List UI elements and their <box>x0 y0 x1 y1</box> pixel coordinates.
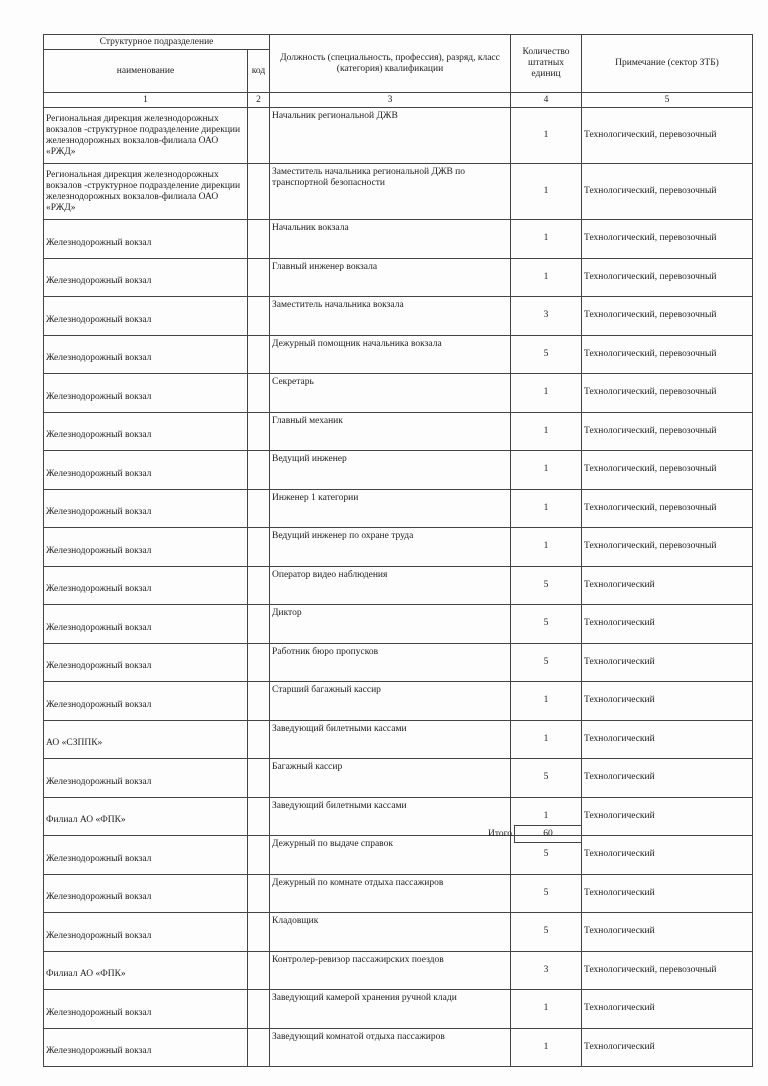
position-cell: Ведущий инженер <box>270 451 511 490</box>
quantity-cell: 5 <box>511 874 582 913</box>
position-cell: Заведующий билетными кассами <box>270 720 511 759</box>
table-row <box>44 836 753 875</box>
note-cell: Технологический <box>582 990 753 1029</box>
note-cell: Технологический <box>582 797 753 836</box>
position-cell: Оператор видео наблюдения <box>270 566 511 605</box>
position-cell: Начальник вокзала <box>270 220 511 259</box>
table-row <box>44 759 753 798</box>
code-cell <box>248 108 270 164</box>
code-cell <box>248 836 270 875</box>
position-cell: Заведующий камерой хранения ручной клади <box>270 990 511 1029</box>
unit-name-cell: Железнодорожный вокзал <box>44 682 248 721</box>
note-cell: Технологический <box>582 759 753 798</box>
col-number: 1 <box>44 93 248 108</box>
unit-name-cell: Железнодорожный вокзал <box>44 913 248 952</box>
total-label: Итого <box>487 829 512 839</box>
code-cell <box>248 874 270 913</box>
quantity-cell: 5 <box>511 566 582 605</box>
quantity-cell: 5 <box>511 836 582 875</box>
code-header: код <box>248 50 270 93</box>
unit-name-cell: Железнодорожный вокзал <box>44 836 248 875</box>
table-row <box>44 682 753 721</box>
unit-name-cell: Железнодорожный вокзал <box>44 220 248 259</box>
note-cell: Технологический, перевозочный <box>582 374 753 413</box>
note-cell: Технологический, перевозочный <box>582 951 753 990</box>
table-row <box>44 451 753 490</box>
name-header: наименование <box>44 50 248 93</box>
position-cell: Дежурный по выдаче справок <box>270 836 511 875</box>
note-cell: Технологический, перевозочный <box>582 108 753 164</box>
table-row <box>44 913 753 952</box>
table-row <box>44 164 753 220</box>
note-cell: Технологический, перевозочный <box>582 528 753 567</box>
col-number: 3 <box>270 93 511 108</box>
note-cell: Технологический, перевозочный <box>582 451 753 490</box>
quantity-cell: 1 <box>511 220 582 259</box>
unit-name-cell: Железнодорожный вокзал <box>44 412 248 451</box>
position-cell: Дежурный помощник начальника вокзала <box>270 335 511 374</box>
note-cell: Технологический <box>582 1028 753 1067</box>
quantity-cell: 1 <box>511 258 582 297</box>
code-cell <box>248 451 270 490</box>
quantity-cell: 1 <box>511 1028 582 1067</box>
position-cell: Заместитель начальника региональной ДЖВ по транспортной безопасности <box>270 164 511 220</box>
unit-name-cell: Железнодорожный вокзал <box>44 297 248 336</box>
table-row <box>44 412 753 451</box>
note-cell: Технологический, перевозочный <box>582 335 753 374</box>
position-cell: Секретарь <box>270 374 511 413</box>
table-row <box>44 874 753 913</box>
quantity-header: Количество штатных единиц <box>511 35 582 93</box>
table-row <box>44 374 753 413</box>
note-cell: Технологический, перевозочный <box>582 297 753 336</box>
unit-name-cell: Филиал АО «ФПК» <box>44 797 248 836</box>
quantity-cell: 1 <box>511 528 582 567</box>
code-cell <box>248 566 270 605</box>
quantity-cell: 5 <box>511 335 582 374</box>
unit-name-cell: Железнодорожный вокзал <box>44 374 248 413</box>
table-row <box>44 528 753 567</box>
note-cell: Технологический, перевозочный <box>582 489 753 528</box>
position-cell: Работник бюро пропусков <box>270 643 511 682</box>
code-cell <box>248 990 270 1029</box>
position-cell: Заместитель начальника вокзала <box>270 297 511 336</box>
unit-name-cell: Филиал АО «ФПК» <box>44 951 248 990</box>
unit-name-cell: Железнодорожный вокзал <box>44 566 248 605</box>
table-row <box>44 797 753 836</box>
code-cell <box>248 913 270 952</box>
unit-name-cell: Железнодорожный вокзал <box>44 643 248 682</box>
table-row <box>44 1028 753 1067</box>
total-line <box>462 825 582 843</box>
quantity-cell: 1 <box>511 797 582 836</box>
unit-name-cell: Железнодорожный вокзал <box>44 451 248 490</box>
note-cell: Технологический <box>582 566 753 605</box>
table-row <box>44 951 753 990</box>
table-row <box>44 566 753 605</box>
code-cell <box>248 682 270 721</box>
unit-name-cell: Региональная дирекция железнодорожных вокзалов -структурное подразделение дирекции железнодорожных вокзалов-филиала ОАО «РЖД» <box>44 108 248 164</box>
position-cell: Контролер-ревизор пассажирских поездов <box>270 951 511 990</box>
code-cell <box>248 297 270 336</box>
quantity-cell: 1 <box>511 108 582 164</box>
note-cell: Технологический <box>582 913 753 952</box>
unit-name-cell: АО «СЗППК» <box>44 720 248 759</box>
code-cell <box>248 1028 270 1067</box>
code-cell <box>248 489 270 528</box>
code-cell <box>248 605 270 644</box>
note-header: Примечание (сектор ЗТБ) <box>582 35 753 93</box>
quantity-cell: 1 <box>511 489 582 528</box>
note-cell: Технологический <box>582 682 753 721</box>
quantity-cell: 5 <box>511 605 582 644</box>
position-cell: Заведующий билетными кассами <box>270 797 511 836</box>
code-cell <box>248 220 270 259</box>
note-cell: Технологический <box>582 720 753 759</box>
unit-name-cell: Железнодорожный вокзал <box>44 528 248 567</box>
code-cell <box>248 797 270 836</box>
position-cell: Главный механик <box>270 412 511 451</box>
position-cell: Дежурный по комнате отдыха пассажиров <box>270 874 511 913</box>
struct-unit-header: Структурное подразделение <box>44 35 270 50</box>
col-number: 2 <box>248 93 270 108</box>
position-cell: Диктор <box>270 605 511 644</box>
table-row <box>44 220 753 259</box>
position-cell: Ведущий инженер по охране труда <box>270 528 511 567</box>
table-row <box>44 990 753 1029</box>
position-cell: Главный инженер вокзала <box>270 258 511 297</box>
table-row <box>44 108 753 164</box>
column-number-row <box>44 93 753 108</box>
staffing-table <box>43 34 753 1067</box>
code-cell <box>248 412 270 451</box>
quantity-cell: 1 <box>511 412 582 451</box>
unit-name-cell: Железнодорожный вокзал <box>44 1028 248 1067</box>
quantity-cell: 3 <box>511 951 582 990</box>
note-cell: Технологический, перевозочный <box>582 258 753 297</box>
position-cell: Багажный кассир <box>270 759 511 798</box>
note-cell: Технологический <box>582 874 753 913</box>
quantity-cell: 3 <box>511 297 582 336</box>
total-value: 60 <box>514 825 582 843</box>
quantity-cell: 5 <box>511 913 582 952</box>
note-cell: Технологический <box>582 836 753 875</box>
unit-name-cell: Железнодорожный вокзал <box>44 990 248 1029</box>
col-number: 4 <box>511 93 582 108</box>
header-row-top <box>44 35 753 50</box>
quantity-cell: 5 <box>511 643 582 682</box>
code-cell <box>248 335 270 374</box>
unit-name-cell: Железнодорожный вокзал <box>44 258 248 297</box>
table-row <box>44 605 753 644</box>
note-cell: Технологический, перевозочный <box>582 164 753 220</box>
unit-name-cell: Железнодорожный вокзал <box>44 335 248 374</box>
note-cell: Технологический, перевозочный <box>582 412 753 451</box>
table-row <box>44 297 753 336</box>
code-cell <box>248 720 270 759</box>
position-cell: Кладовщик <box>270 913 511 952</box>
position-cell: Начальник региональной ДЖВ <box>270 108 511 164</box>
note-cell: Технологический, перевозочный <box>582 220 753 259</box>
quantity-cell: 1 <box>511 451 582 490</box>
quantity-cell: 1 <box>511 164 582 220</box>
code-cell <box>248 759 270 798</box>
quantity-cell: 1 <box>511 374 582 413</box>
note-cell: Технологический <box>582 643 753 682</box>
table-row <box>44 335 753 374</box>
table-row <box>44 643 753 682</box>
unit-name-cell: Региональная дирекция железнодорожных вокзалов -структурное подразделение дирекции железнодорожных вокзалов-филиала ОАО «РЖД» <box>44 164 248 220</box>
code-cell <box>248 951 270 990</box>
code-cell <box>248 258 270 297</box>
table-row <box>44 258 753 297</box>
unit-name-cell: Железнодорожный вокзал <box>44 605 248 644</box>
position-cell: Инженер 1 категории <box>270 489 511 528</box>
code-cell <box>248 528 270 567</box>
code-cell <box>248 164 270 220</box>
unit-name-cell: Железнодорожный вокзал <box>44 874 248 913</box>
quantity-cell: 1 <box>511 720 582 759</box>
position-cell: Заведующий комнатой отдыха пассажиров <box>270 1028 511 1067</box>
note-cell: Технологический <box>582 605 753 644</box>
position-header: Должность (специальность, профессия), разряд, класс (категория) квалификации <box>270 35 511 93</box>
position-cell: Старший багажный кассир <box>270 682 511 721</box>
code-cell <box>248 374 270 413</box>
table-row <box>44 489 753 528</box>
table-row <box>44 720 753 759</box>
quantity-cell: 1 <box>511 990 582 1029</box>
quantity-cell: 5 <box>511 759 582 798</box>
unit-name-cell: Железнодорожный вокзал <box>44 759 248 798</box>
quantity-cell: 1 <box>511 682 582 721</box>
col-number: 5 <box>582 93 753 108</box>
code-cell <box>248 643 270 682</box>
unit-name-cell: Железнодорожный вокзал <box>44 489 248 528</box>
